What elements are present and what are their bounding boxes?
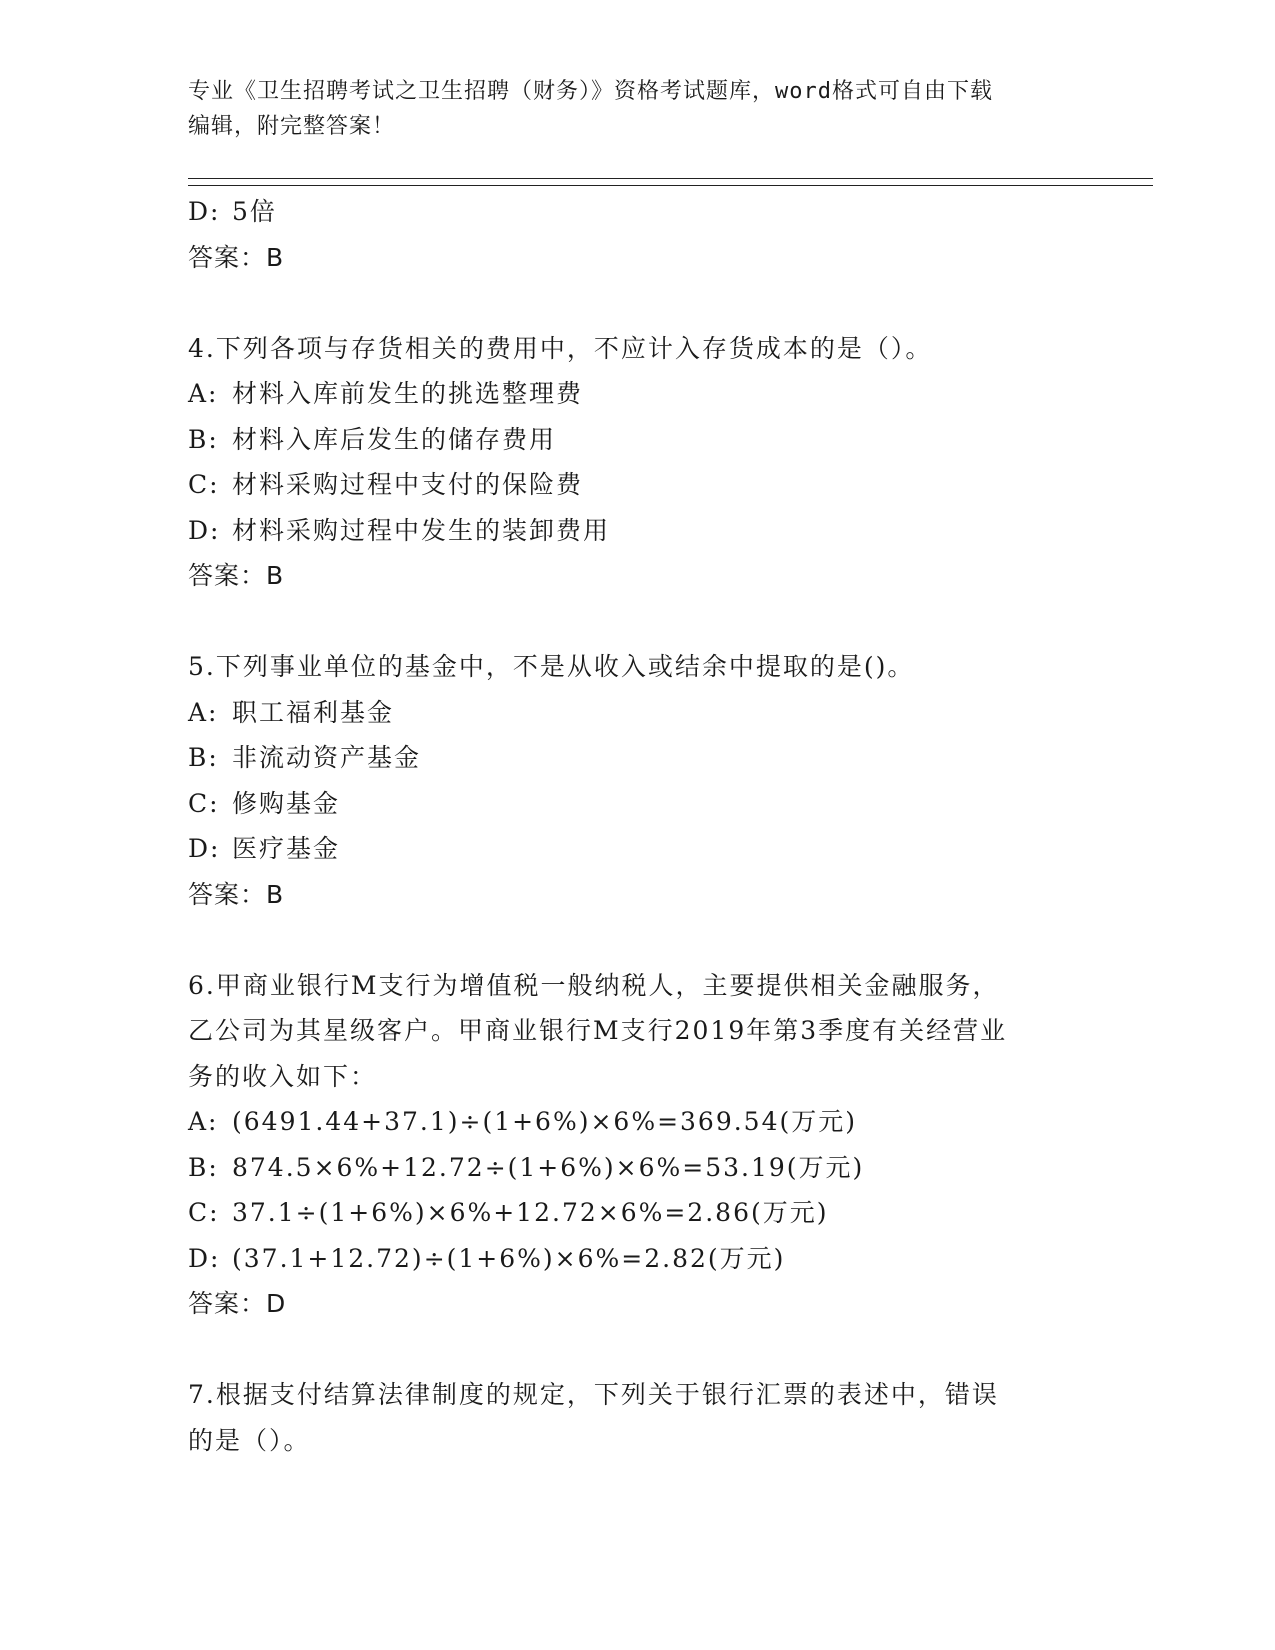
spacer bbox=[188, 599, 1068, 645]
option-d bbox=[188, 1236, 1068, 1282]
option-label: A: bbox=[188, 379, 219, 408]
option-text: 非流动资产基金 bbox=[232, 743, 422, 772]
question-stem: 5.下列事业单位的基金中，不是从收入或结余中提取的是()。 bbox=[188, 652, 915, 681]
option-c bbox=[188, 462, 1068, 508]
option-c bbox=[188, 781, 1068, 827]
option-text: 37.1÷(1+6%)×6%+12.72×6%=2.86(万元) bbox=[232, 1198, 829, 1227]
question-4 bbox=[188, 326, 1068, 599]
option-text: 材料采购过程中发生的装卸费用 bbox=[232, 515, 611, 545]
question-stem: 6.甲商业银行M支行为增值税一般纳税人，主要提供相关金融服务， bbox=[188, 970, 1000, 1000]
question-stem: 务的收入如下： bbox=[188, 1061, 378, 1091]
question-stem: 4.下列各项与存货相关的费用中，不应计入存货成本的是（）。 bbox=[188, 333, 933, 363]
option-label: D: bbox=[188, 1243, 221, 1273]
question-7 bbox=[188, 1372, 1068, 1463]
option-label: B: bbox=[188, 743, 219, 772]
option-text: 材料入库后发生的储存费用 bbox=[232, 424, 557, 454]
answer: 答案：D bbox=[188, 1289, 287, 1318]
option-text: 医疗基金 bbox=[232, 834, 341, 863]
option-text: 5倍 bbox=[232, 197, 277, 226]
option-b bbox=[188, 417, 1068, 463]
option-label: D: bbox=[188, 197, 221, 226]
header-line-1: 专业《卫生招聘考试之卫生招聘（财务）》资格考试题库，word格式可自由下载 bbox=[188, 79, 993, 104]
option-text: 874.5×6%+12.72÷(1+6%)×6%=53.19(万元) bbox=[232, 1152, 865, 1182]
option-label: C: bbox=[188, 470, 220, 499]
page-header bbox=[188, 74, 1068, 144]
option-b bbox=[188, 735, 1068, 781]
option-label: A: bbox=[188, 697, 219, 727]
question-stem: 7.根据支付结算法律制度的规定，下列关于银行汇票的表述中，错误 bbox=[188, 1380, 999, 1409]
answer: 答案：B bbox=[188, 879, 285, 909]
option-label: B: bbox=[188, 424, 219, 454]
option-b bbox=[188, 1145, 1068, 1191]
option-label: B: bbox=[188, 1152, 219, 1182]
option-label: A: bbox=[188, 1107, 219, 1136]
option-c bbox=[188, 1190, 1068, 1236]
option-label: C: bbox=[188, 1198, 220, 1227]
question-stem: 的是（）。 bbox=[188, 1425, 311, 1455]
spacer bbox=[188, 280, 1068, 326]
option-text: 材料入库前发生的挑选整理费 bbox=[232, 379, 584, 408]
option-text: 职工福利基金 bbox=[232, 697, 395, 727]
spacer bbox=[188, 917, 1068, 963]
answer: 答案：B bbox=[188, 561, 285, 590]
option-d bbox=[188, 826, 1068, 872]
answer: 答案：B bbox=[188, 242, 285, 272]
option-a bbox=[188, 1099, 1068, 1145]
question-stem: 乙公司为其星级客户。甲商业银行M支行2019年第3季度有关经营业 bbox=[188, 1016, 1008, 1045]
option-label: D: bbox=[188, 834, 221, 863]
option-text: (37.1+12.72)÷(1+6%)×6%=2.82(万元) bbox=[232, 1243, 786, 1273]
header-line-2: 编辑，附完整答案！ bbox=[188, 114, 396, 139]
option-d bbox=[188, 189, 1068, 235]
option-a bbox=[188, 690, 1068, 736]
option-label: D: bbox=[188, 515, 221, 545]
question-6 bbox=[188, 963, 1068, 1327]
option-a bbox=[188, 371, 1068, 417]
option-text: (6491.44+37.1)÷(1+6%)×6%=369.54(万元) bbox=[232, 1107, 858, 1136]
option-text: 材料采购过程中支付的保险费 bbox=[232, 470, 584, 499]
spacer bbox=[188, 1327, 1068, 1373]
option-label: C: bbox=[188, 788, 220, 818]
header-divider bbox=[188, 178, 1153, 186]
document-body bbox=[188, 189, 1068, 1463]
option-d bbox=[188, 508, 1068, 554]
option-text: 修购基金 bbox=[232, 788, 341, 818]
question-5 bbox=[188, 644, 1068, 917]
